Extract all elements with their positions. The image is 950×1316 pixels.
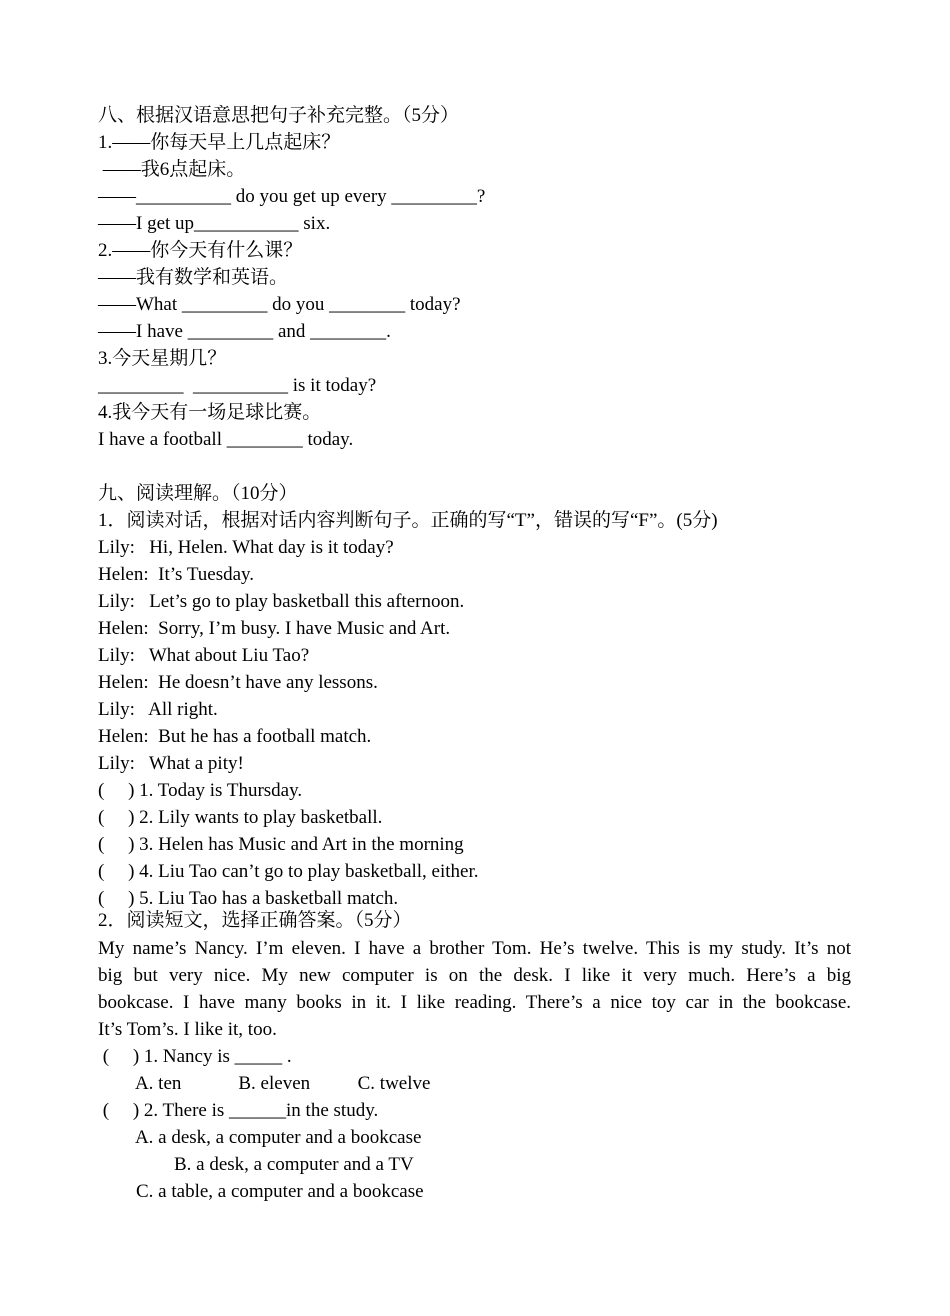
dialogue-line: Helen: Sorry, I’m busy. I have Music and Art. [98, 618, 451, 639]
s8-line: 2.——你今天有什么课？ [98, 240, 303, 261]
tf-item: ( ) 3. Helen has Music and Art in the morning [98, 834, 464, 855]
mc-line: C. a table, a computer and a bookcase [98, 1181, 424, 1202]
s8-line: I have a football ________ today. [98, 429, 354, 450]
passage-line: bookcase. I have many books in it. I like reading. There’s a nice toy car in the bookcase. [98, 992, 851, 1013]
mc-line: A. ten B. eleven C. twelve [98, 1073, 431, 1094]
section-9-heading: 九、阅读理解。（10分） [98, 483, 298, 504]
s8-line: ——What _________ do you ________ today? [98, 294, 461, 315]
tf-item: ( ) 5. Liu Tao has a basketball match. [98, 888, 399, 909]
s8-line: ——I get up___________ six. [98, 213, 331, 234]
section-8-heading: 八、根据汉语意思把句子补充完整。（5分） [98, 105, 460, 126]
tf-item: ( ) 2. Lily wants to play basketball. [98, 807, 383, 828]
s8-line: ——我有数学和英语。 [98, 267, 289, 288]
dialogue-line: Lily: Let’s go to play basketball this afternoon. [98, 591, 465, 612]
passage-line: It’s Tom’s. I like it, too. [98, 1019, 277, 1040]
dialogue-line: Lily: Hi, Helen. What day is it today? [98, 537, 394, 558]
mc-line: ( ) 1. Nancy is _____ . [98, 1046, 292, 1067]
s8-line: ——I have _________ and ________. [98, 321, 391, 342]
dialogue-line: Helen: But he has a football match. [98, 726, 372, 747]
s8-line: 1.——你每天早上几点起床？ [98, 132, 341, 153]
dialogue-line: Helen: It’s Tuesday. [98, 564, 255, 585]
mc-line: B. a desk, a computer and a TV [98, 1154, 414, 1175]
tf-item: ( ) 1. Today is Thursday. [98, 780, 303, 801]
dialogue-line: Lily: All right. [98, 699, 218, 720]
mc-line: ( ) 2. There is ______in the study. [98, 1100, 379, 1121]
mc-line: A. a desk, a computer and a bookcase [98, 1127, 422, 1148]
tf-item: ( ) 4. Liu Tao can’t go to play basketball, either. [98, 861, 479, 882]
s8-line: 4.我今天有一场足球比赛。 [98, 402, 322, 423]
s8-line: 3.今天星期几？ [98, 348, 227, 369]
s8-line: ——我6点起床。 [98, 159, 246, 180]
dialogue-line: Lily: What a pity! [98, 753, 244, 774]
dialogue-line: Lily: What about Liu Tao? [98, 645, 310, 666]
part-2-instruction: 2．阅读短文，选择正确答案。（5分） [98, 910, 412, 931]
passage-line: big but very nice. My new computer is on the desk. I like it very much. Here’s a big [98, 965, 851, 986]
passage-line: My name’s Nancy. I’m eleven. I have a brother Tom. He’s twelve. This is my study. It’s not [98, 938, 851, 959]
dialogue-line: Helen: He doesn’t have any lessons. [98, 672, 378, 693]
part-1-instruction: 1．阅读对话，根据对话内容判断句子。正确的写“T”，错误的写“F”。(5分) [98, 510, 718, 531]
s8-line: ——__________ do you get up every _________? [98, 186, 486, 207]
s8-line: _________ __________ is it today? [98, 375, 377, 396]
